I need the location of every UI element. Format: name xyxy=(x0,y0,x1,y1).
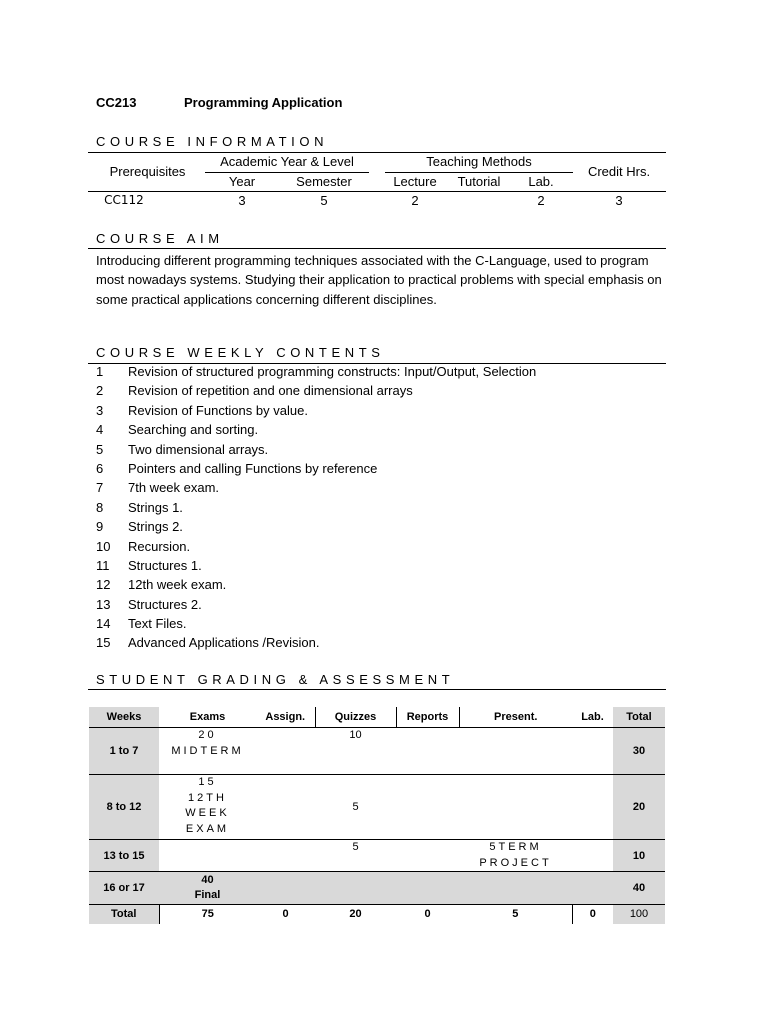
grading-heading: STUDENT GRADING & ASSESSMENT xyxy=(96,672,455,687)
header-present: Present. xyxy=(494,711,538,723)
week-topic: Structures 1. xyxy=(128,557,202,573)
list-item xyxy=(96,500,536,519)
prerequisites-header: Prerequisites xyxy=(109,164,186,179)
grading-table xyxy=(89,707,665,924)
list-item xyxy=(96,422,536,441)
total-cell: 20 xyxy=(613,775,665,840)
grading-header-row xyxy=(89,707,665,728)
weeks-cell: 16 or 17 xyxy=(89,872,159,905)
total-row xyxy=(89,905,665,924)
list-item xyxy=(96,442,536,461)
lecture-value: 2 xyxy=(411,193,419,208)
week-topic: Searching and sorting. xyxy=(128,422,259,438)
week-topic: Revision of repetition and one dimensional arrays xyxy=(128,383,413,399)
list-item xyxy=(96,461,536,480)
week-number: 13 xyxy=(96,596,111,612)
list-item xyxy=(96,480,536,499)
week-topic: Two dimensional arrays. xyxy=(128,441,269,457)
course-aim-text: Introducing different programming techniques associated with the C-Language, used to program most nowadays systems. Studying their application to practical problems with special emphasis on some practical applications concerning different disciplines. xyxy=(96,253,662,307)
divider xyxy=(205,172,369,173)
year-header: Year xyxy=(228,174,256,189)
quizzes-cell: 5 xyxy=(315,775,396,840)
quizzes-cell: 5 xyxy=(315,840,396,872)
total-reports-cell: 0 xyxy=(396,905,459,924)
course-code: CC213 xyxy=(96,95,137,110)
week-topic: Text Files. xyxy=(128,616,187,632)
total-cell: 10 xyxy=(613,840,665,872)
teaching-methods-header: Teaching Methods xyxy=(426,154,532,169)
week-topic: Recursion. xyxy=(128,538,191,554)
weekly-contents-list xyxy=(96,364,536,655)
week-number: 12 xyxy=(96,577,111,593)
tutorial-header: Tutorial xyxy=(457,174,501,189)
exams-cell: 20 MIDTERM xyxy=(159,728,256,775)
grand-total-cell: 100 xyxy=(613,905,665,924)
weeks-cell: 13 to 15 xyxy=(89,840,159,872)
week-topic: Structures 2. xyxy=(128,596,202,612)
divider xyxy=(385,172,573,173)
table-row xyxy=(89,872,665,905)
total-label-cell: Total xyxy=(89,905,159,924)
lab-cell xyxy=(572,775,613,840)
divider xyxy=(88,248,666,249)
week-number: 11 xyxy=(96,557,110,573)
week-topic: 7th week exam. xyxy=(128,480,220,496)
list-item xyxy=(96,383,536,402)
exams-cell xyxy=(159,840,256,872)
credit-hours-header: Credit Hrs. xyxy=(587,164,651,179)
reports-cell xyxy=(396,840,459,872)
list-item xyxy=(96,403,536,422)
header-reports: Reports xyxy=(396,707,459,728)
week-number: 10 xyxy=(96,538,111,554)
lab-cell xyxy=(572,840,613,872)
reports-cell xyxy=(396,775,459,840)
lab-cell xyxy=(572,872,613,905)
total-lab-cell: 0 xyxy=(572,905,613,924)
lab-value: 2 xyxy=(537,193,545,208)
list-item xyxy=(96,577,536,596)
week-topic: Revision of Functions by value. xyxy=(128,402,308,418)
credit-hours-value: 3 xyxy=(615,193,623,208)
present-cell xyxy=(459,775,572,840)
week-number: 3 xyxy=(96,402,104,418)
total-present-cell: 5 xyxy=(459,905,572,924)
divider xyxy=(88,689,666,690)
exams-cell: 40 Final xyxy=(159,872,256,905)
week-number: 9 xyxy=(96,519,104,535)
table-row xyxy=(89,728,665,775)
table-row xyxy=(89,840,665,872)
reports-cell xyxy=(396,728,459,775)
course-title: Programming Application xyxy=(184,95,343,110)
week-number: 4 xyxy=(96,422,104,438)
list-item xyxy=(96,519,536,538)
header-quizzes: Quizzes xyxy=(315,707,396,728)
lab-cell xyxy=(572,728,613,775)
header-weeks: Weeks xyxy=(89,707,159,728)
present-cell: 5TERM PROJECT xyxy=(459,840,572,872)
week-topic: Advanced Applications /Revision. xyxy=(128,635,320,651)
weekly-contents-heading: COURSE WEEKLY CONTENTS xyxy=(96,345,385,360)
header-lab: Lab. xyxy=(581,711,604,723)
quizzes-cell xyxy=(315,872,396,905)
week-topic: Strings 1. xyxy=(128,499,183,515)
week-topic: Revision of structured programming constructs: Input/Output, Selection xyxy=(128,364,537,379)
total-exams-cell: 75 xyxy=(159,905,256,924)
total-assign-cell: 0 xyxy=(256,905,315,924)
reports-cell xyxy=(396,872,459,905)
lab-header: Lab. xyxy=(528,174,554,189)
course-aim-heading: COURSE AIM xyxy=(96,231,224,246)
assign-cell xyxy=(256,840,315,872)
total-cell: 40 xyxy=(613,872,665,905)
total-quizzes-cell: 20 xyxy=(315,905,396,924)
week-number: 6 xyxy=(96,460,104,476)
week-number: 14 xyxy=(96,616,111,632)
present-cell xyxy=(459,728,572,775)
list-item xyxy=(96,635,536,654)
total-cell: 30 xyxy=(613,728,665,775)
week-number: 8 xyxy=(96,499,104,515)
present-cell xyxy=(459,872,572,905)
weeks-cell: 8 to 12 xyxy=(89,775,159,840)
weeks-cell: 1 to 7 xyxy=(89,728,159,775)
week-number: 15 xyxy=(96,635,111,651)
semester-header: Semester xyxy=(296,174,352,189)
header-exams: Exams xyxy=(189,711,226,723)
quizzes-cell: 10 xyxy=(315,728,396,775)
week-topic: Strings 2. xyxy=(128,519,183,535)
assign-cell xyxy=(256,775,315,840)
list-item xyxy=(96,597,536,616)
exams-cell: 15 12TH WEEK EXAM xyxy=(159,775,256,840)
list-item xyxy=(96,616,536,635)
course-information-heading: COURSE INFORMATION xyxy=(96,134,329,149)
year-value: 3 xyxy=(238,193,246,208)
lecture-header: Lecture xyxy=(393,174,437,189)
list-item xyxy=(96,364,536,383)
list-item xyxy=(96,558,536,577)
week-number: 1 xyxy=(96,364,104,379)
divider xyxy=(88,191,666,192)
header-assign: Assign. xyxy=(256,707,315,728)
header-total: Total xyxy=(613,707,665,728)
week-number: 5 xyxy=(96,441,104,457)
academic-year-header: Academic Year & Level xyxy=(220,154,354,169)
prerequisites-value: CC112 xyxy=(104,193,144,207)
divider xyxy=(88,152,666,153)
week-topic: Pointers and calling Functions by reference xyxy=(128,460,378,476)
assign-cell xyxy=(256,728,315,775)
semester-value: 5 xyxy=(320,193,328,208)
table-row xyxy=(89,775,665,840)
list-item xyxy=(96,539,536,558)
week-number: 2 xyxy=(96,383,104,399)
week-topic: 12th week exam. xyxy=(128,577,227,593)
week-number: 7 xyxy=(96,480,104,496)
assign-cell xyxy=(256,872,315,905)
